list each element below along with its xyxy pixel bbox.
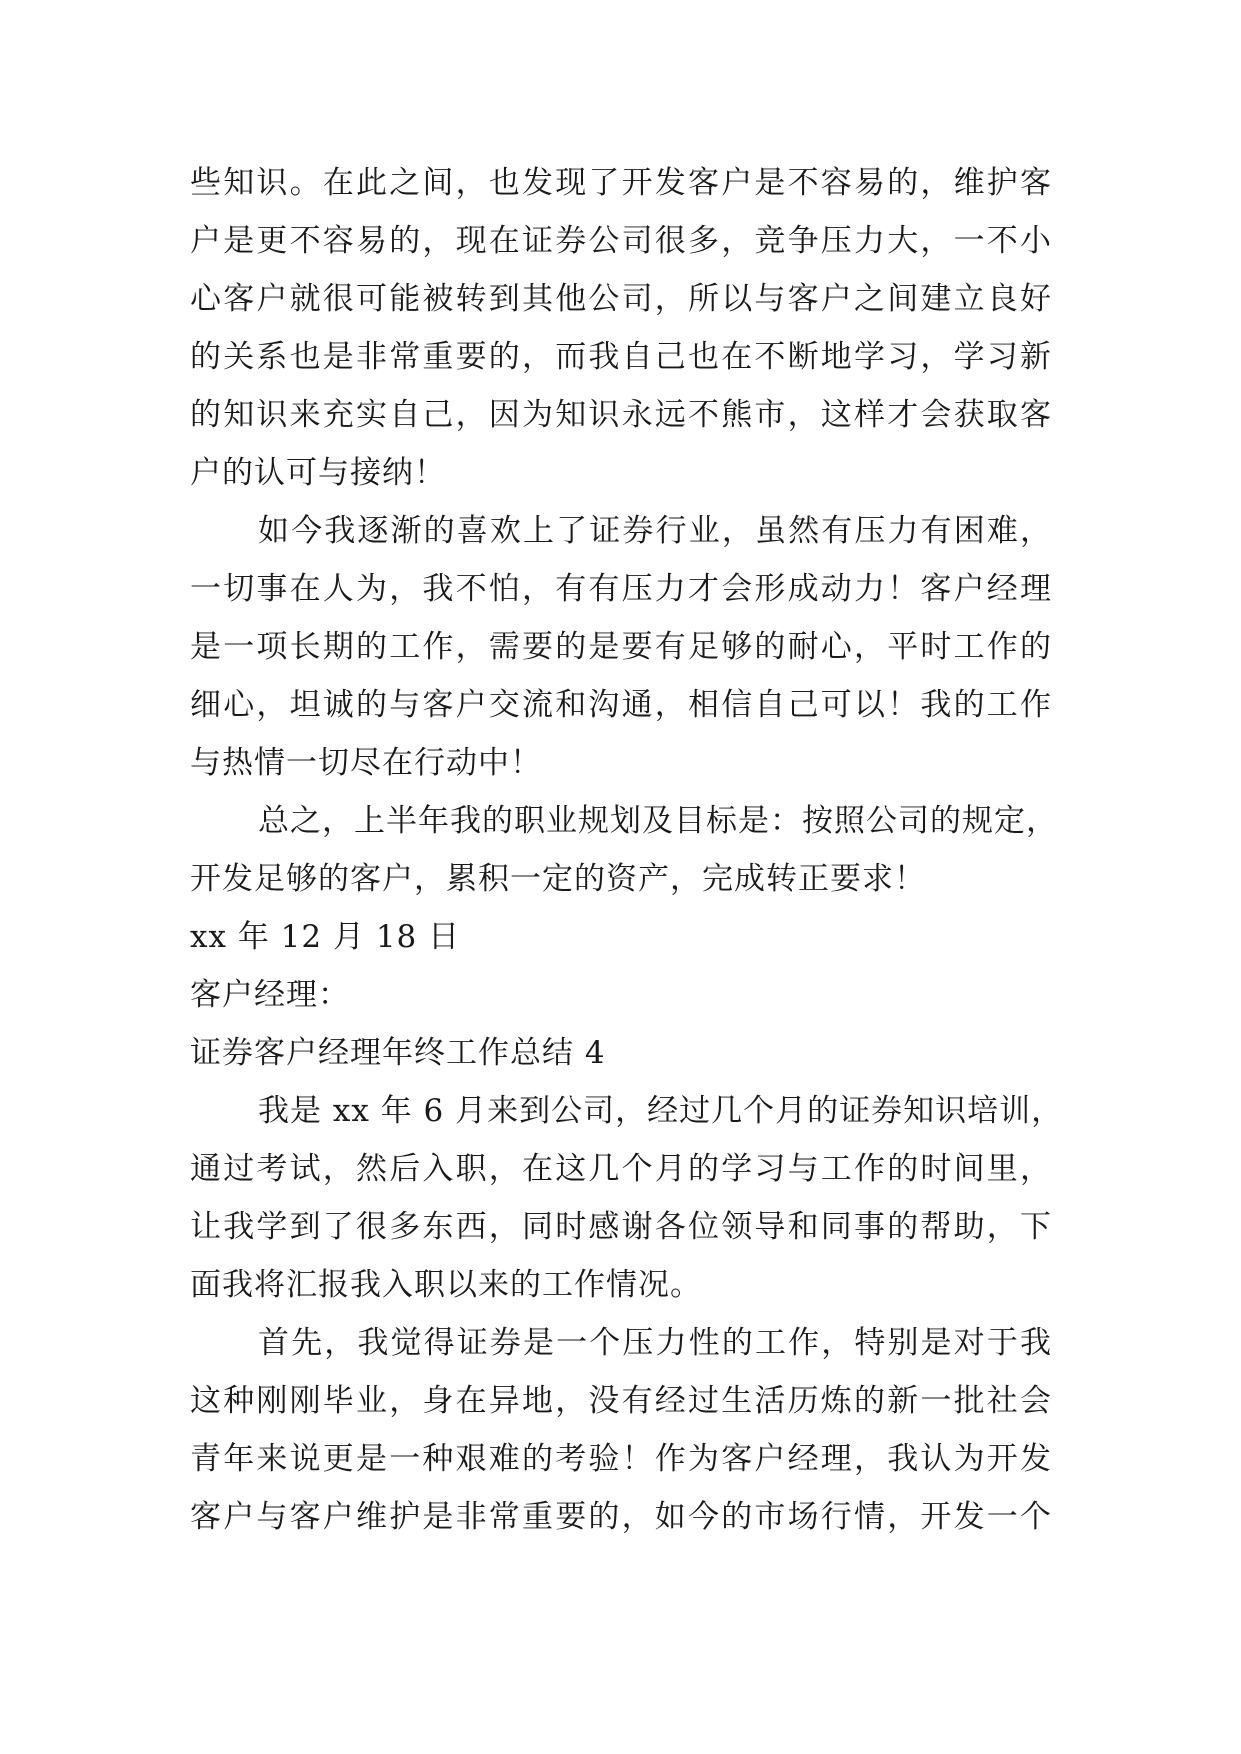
paragraph-2-line-2: 一切事在人为，我不怕，有有压力才会形成动力！客户经理 <box>190 571 1052 607</box>
paragraph-1-line-6: 户的认可与接纳！ <box>190 455 446 491</box>
date-line: xx 年 12 月 18 日 <box>190 919 461 955</box>
paragraph-5-line-4: 客户与客户维护是非常重要的，如今的市场行情，开发一个 <box>190 1499 1052 1535</box>
paragraph-3-line-2: 开发足够的客户，累积一定的资产，完成转正要求！ <box>190 861 926 897</box>
paragraph-5-line-1: 首先，我觉得证券是一个压力性的工作，特别是对于我 <box>258 1325 1052 1361</box>
paragraph-2-line-5: 与热情一切尽在行动中！ <box>190 745 542 781</box>
paragraph-4-line-1: 我是 xx 年 6 月来到公司，经过几个月的证券知识培训， <box>258 1093 1064 1129</box>
paragraph-2-line-1: 如今我逐渐的喜欢上了证券行业，虽然有压力有困难， <box>258 513 1052 549</box>
paragraph-4-line-3: 让我学到了很多东西，同时感谢各位领导和同事的帮助，下 <box>190 1209 1052 1245</box>
paragraph-4-line-4: 面我将汇报我入职以来的工作情况。 <box>190 1267 702 1303</box>
paragraph-2-line-4: 细心，坦诚的与客户交流和沟通，相信自己可以！我的工作 <box>190 687 1052 723</box>
paragraph-2-line-3: 是一项长期的工作，需要的是要有足够的耐心，平时工作的 <box>190 629 1052 665</box>
paragraph-1-line-2: 户是更不容易的，现在证券公司很多，竞争压力大，一不小 <box>190 223 1052 259</box>
paragraph-5-line-2: 这种刚刚毕业，身在异地，没有经过生活历炼的新一批社会 <box>190 1383 1052 1419</box>
paragraph-4-line-2: 通过考试，然后入职，在这几个月的学习与工作的时间里， <box>190 1151 1052 1187</box>
paragraph-5-line-3: 青年来说更是一种艰难的考验！作为客户经理，我认为开发 <box>190 1441 1052 1477</box>
paragraph-1-line-4: 的关系也是非常重要的，而我自己也在不断地学习，学习新 <box>190 339 1052 375</box>
paragraph-3-line-1: 总之，上半年我的职业规划及目标是：按照公司的规定， <box>258 803 1058 839</box>
paragraph-1-line-1: 些知识。在此之间，也发现了开发客户是不容易的，维护客 <box>190 165 1052 201</box>
section-title: 证券客户经理年终工作总结 4 <box>190 1035 606 1071</box>
signature-line: 客户经理： <box>190 977 350 1013</box>
paragraph-1-line-3: 心客户就很可能被转到其他公司，所以与客户之间建立良好 <box>190 281 1052 317</box>
paragraph-1-line-5: 的知识来充实自己，因为知识永远不熊市，这样才会获取客 <box>190 397 1052 433</box>
